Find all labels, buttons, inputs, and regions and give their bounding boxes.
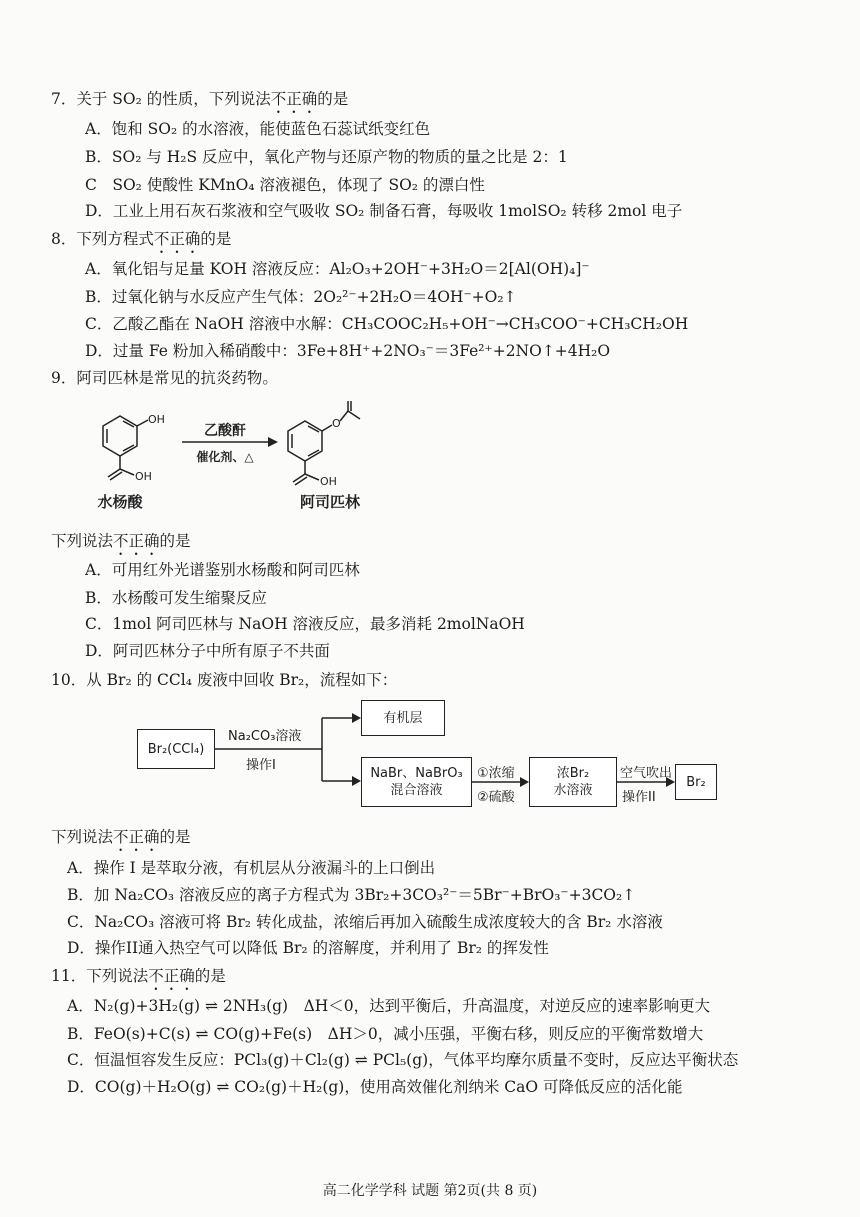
flow-start-box: Br₂(CCl₄) [137, 729, 215, 769]
q8-stem: 8．下列方程式不正确的是 [51, 230, 232, 248]
q10-stem: 10．从 Br₂ 的 CCl₄ 废液中回收 Br₂，流程如下： [51, 671, 398, 689]
q10-option-c: C．Na₂CO₃ 溶液可将 Br₂ 转化成盐，浓缩后再加入硫酸生成浓度较大的含 Br₂ 水溶液 [67, 913, 663, 931]
product-acid-oh-label: OH [320, 475, 337, 488]
q11-option-d: D．CO(g)＋H₂O(g) ⇌ CO₂(g)＋H₂(g)，使用高效催化剂纳米 CaO 可降低反应的活化能 [67, 1078, 683, 1096]
page-footer: 高二化学学科 试题 第2页(共 8 页) [322, 1183, 538, 1199]
q8-option-d: D．过量 Fe 粉加入稀硝酸中：3Fe+8H⁺+2NO₃⁻＝3Fe²⁺+2NO↑+4H₂O [85, 342, 611, 360]
q10-substem: 下列说法不正确的是 [51, 828, 191, 846]
reactant-acid-oh-label: OH [135, 470, 152, 483]
ester-oxygen-label: O [332, 417, 341, 430]
q7-option-d: D．工业上用石灰石浆液和空气吸收 SO₂ 制备石膏，每吸收 1molSO₂ 转移 2mol 电子 [85, 202, 683, 220]
q8-option-b: B．过氧化钠与水反应产生气体：2O₂²⁻+2H₂O＝4OH⁻+O₂↑ [85, 288, 517, 306]
flow-reagent-label: Na₂CO₃溶液 [228, 729, 302, 744]
flow-end-box: Br₂ [675, 764, 717, 800]
q9-option-c: C．1mol 阿司匹林与 NaOH 溶液反应，最多消耗 2molNaOH [85, 615, 525, 633]
reactant-name: 水杨酸 [97, 493, 143, 511]
q10-option-b: B．加 Na₂CO₃ 溶液反应的离子方程式为 3Br₂+3CO₃²⁻＝5Br⁻+BrO₃⁻+3CO₂↑ [67, 886, 636, 904]
q9-option-d: D．阿司匹林分子中所有原子不共面 [85, 642, 330, 660]
q11-option-c: C．恒温恒容发生反应：PCl₃(g)＋Cl₂(g) ⇌ PCl₅(g)，气体平均摩尔质量不变时，反应达平衡状态 [67, 1051, 739, 1069]
q7-stem: 7．关于 SO₂ 的性质，下列说法不正确的是 [51, 90, 349, 108]
q7-option-a: A．饱和 SO₂ 的水溶液，能使蓝色石蕊试纸变红色 [85, 120, 431, 138]
q7-option-b: B．SO₂ 与 H₂S 反应中，氧化产物与还原产物的物质的量之比是 2：1 [85, 148, 568, 166]
q11-stem: 11．下列说法不正确的是 [51, 967, 226, 985]
q11-option-b: B．FeO(s)+C(s) ⇌ CO(g)+Fe(s) ΔH＞0，减小压强，平衡右移，则反应的平衡常数增大 [67, 1025, 704, 1043]
q8-option-c: C．乙酸乙酯在 NaOH 溶液中水解：CH₃COOC₂H₅+OH⁻→CH₃COO⁻+CH₃CH₂OH [85, 315, 689, 333]
q10-option-a: A．操作 I 是萃取分液，有机层从分液漏斗的上口倒出 [67, 859, 436, 877]
product-name: 阿司匹林 [299, 493, 361, 511]
flow-air-label: 空气吹出 [620, 766, 673, 781]
flow-bromine-water-box: 浓Br₂ 水溶液 [529, 757, 617, 807]
q9-stem: 9．阿司匹林是常见的抗炎药物。 [51, 369, 278, 387]
reagent-label: 乙酸酐 [204, 423, 246, 439]
flow-step-acid: ②硫酸 [477, 790, 515, 805]
q11-option-a: A．N₂(g)+3H₂(g) ⇌ 2NH₃(g) ΔH＜0，达到平衡后，升高温度，对逆反应的速率影响更大 [67, 997, 711, 1015]
q8-option-a: A．氧化铝与足量 KOH 溶液反应：Al₂O₃+2OH⁻+3H₂O＝2[Al(OH)₄]⁻ [85, 260, 590, 278]
flow-op2-label: 操作II [622, 790, 656, 805]
reactant-oh-label: OH [148, 413, 165, 426]
q9-option-a: A．可用红外光谱鉴别水杨酸和阿司匹林 [85, 561, 360, 579]
flow-step-concentrate: ①浓缩 [477, 766, 515, 781]
q9-substem: 下列说法不正确的是 [51, 532, 191, 550]
flow-organic-box: 有机层 [361, 700, 445, 736]
flow-mixed-solution-box: NaBr、NaBrO₃ 混合溶液 [361, 757, 472, 807]
q10-option-d: D．操作II通入热空气可以降低 Br₂ 的溶解度，并利用了 Br₂ 的挥发性 [67, 939, 549, 957]
flow-op1-label: 操作I [246, 758, 276, 773]
q9-option-b: B．水杨酸可发生缩聚反应 [85, 589, 267, 607]
q7-option-c: C SO₂ 使酸性 KMnO₄ 溶液褪色，体现了 SO₂ 的漂白性 [85, 176, 485, 194]
condition-label: 催化剂、△ [196, 450, 254, 464]
